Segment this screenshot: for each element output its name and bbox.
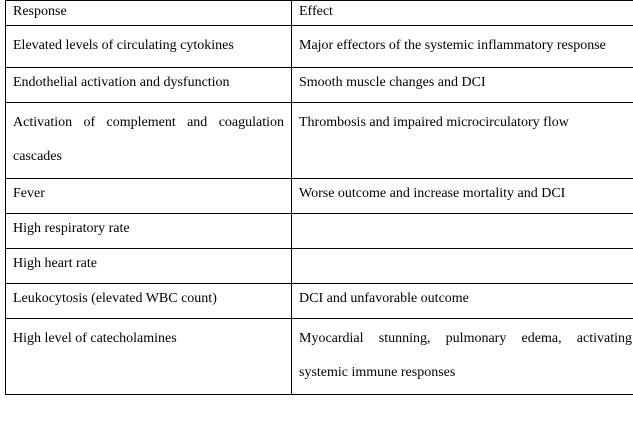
table-row: [6, 214, 633, 249]
table-row: [6, 26, 633, 68]
response-cell: Leukocytosis (elevated WBC count): [6, 284, 292, 319]
response-cell: High heart rate: [6, 249, 292, 284]
response-effect-table: [5, 0, 633, 395]
effect-cell: Myocardial stunning, pulmonary edema, activating systemic immune responses: [292, 319, 633, 395]
effect-cell: [292, 249, 633, 284]
response-cell: High respiratory rate: [6, 214, 292, 249]
header-effect: Effect: [292, 1, 633, 26]
header-response: Response: [6, 1, 292, 26]
effect-cell: Smooth muscle changes and DCI: [292, 68, 633, 103]
table-row: [6, 249, 633, 284]
response-cell: Activation of complement and coagulation cascades: [6, 103, 292, 179]
response-cell: High level of catecholamines: [6, 319, 292, 395]
table-header-row: [6, 1, 633, 26]
effect-cell: Worse outcome and increase mortality and DCI: [292, 179, 633, 214]
table-row: [6, 319, 633, 395]
effect-cell: [292, 214, 633, 249]
effect-cell: Thrombosis and impaired microcirculatory flow: [292, 103, 633, 179]
table-row: [6, 68, 633, 103]
response-cell: Elevated levels of circulating cytokines: [6, 26, 292, 68]
effect-cell: Major effectors of the systemic inflammatory response: [292, 26, 633, 68]
response-cell: Fever: [6, 179, 292, 214]
table-row: [6, 179, 633, 214]
effect-cell: DCI and unfavorable outcome: [292, 284, 633, 319]
table-row: [6, 284, 633, 319]
response-cell: Endothelial activation and dysfunction: [6, 68, 292, 103]
table-row: [6, 103, 633, 179]
